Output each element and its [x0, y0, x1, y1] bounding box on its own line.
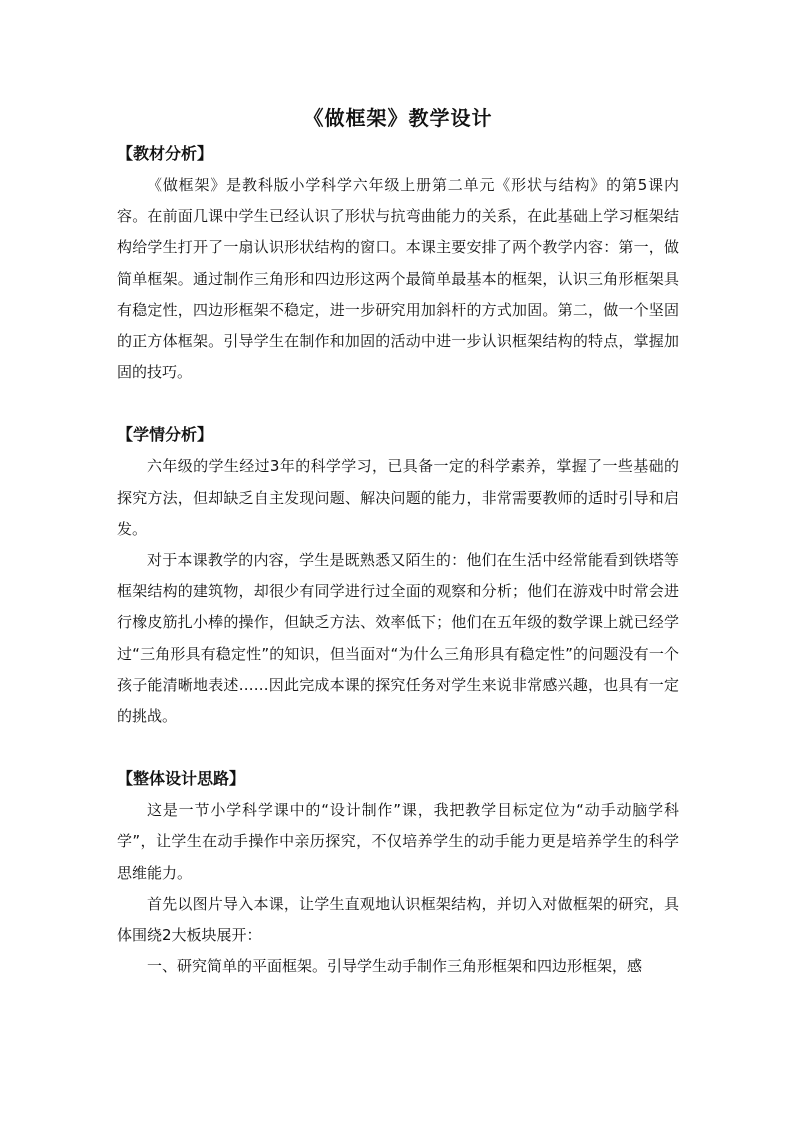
paragraph: 首先以图片导入本课，让学生直观地认识框架结构，并切入对做框架的研究，具体围绕2大板块展开： [117, 894, 679, 945]
document-title: 《做框架》教学设计 [303, 106, 493, 130]
section-overall-design [117, 763, 679, 982]
section-textbook-analysis [117, 138, 679, 388]
blank-line [117, 388, 679, 419]
section-heading: 【教材分析】 [117, 144, 214, 163]
section-heading: 【整体设计思路】 [117, 769, 246, 789]
paragraph: 六年级的学生经过3年的科学学习，已具备一定的科学素养，掌握了一些基础的探究方法，但却缺乏自主发现问题、解决问题的能力，非常需要教师的适时引导和启发。 [117, 457, 679, 538]
section-student-analysis [117, 419, 679, 732]
document-page [117, 100, 679, 982]
paragraph: 这是一节小学科学课中的“设计制作”课，我把教学目标定位为“动手动脑学科学”，让学生在动手操作中亲历探究，不仅培养学生的动手能力更是培养学生的科学思维能力。 [117, 801, 679, 882]
paragraph: 《做框架》是教科版小学科学六年级上册第二单元《形状与结构》的第5课内容。在前面几课中学生已经认识了形状与抗弯曲能力的关系，在此基础上学习框架结构给学生打开了一扇认识形状结构的窗口。本课主要安排了两个教学内容：第一，做简单框架。通过制作三角形和四边形这两个最简单最基本的框架，认识三角形框架具有稳定性，四边形框架不稳定，进一步研究用加斜杆的方式加固。第二，做一个坚固的正方体框架。引导学生在制作和加固的活动中进一步认识框架结构的特点，掌握加固的技巧。 [117, 176, 679, 382]
paragraph: 对于本课教学的内容，学生是既熟悉又陌生的：他们在生活中经常能看到铁塔等框架结构的建筑物，却很少有同学进行过全面的观察和分析；他们在游戏中时常会进行橡皮筋扎小棒的操作，但缺乏方法、效率低下；他们在五年级的数学课上就已经学过“三角形具有稳定性”的知识，但当面对“为什么三角形具有稳定性”的问题没有一个孩子能清晰地表述……因此完成本课的探究任务对学生来说非常感兴趣，也具有一定的挑战。 [117, 551, 679, 726]
blank-line [117, 732, 679, 763]
section-heading: 【学情分析】 [117, 425, 214, 445]
paragraph: 一、研究简单的平面框架。引导学生动手制作三角形框架和四边形框架，感 [147, 957, 643, 976]
